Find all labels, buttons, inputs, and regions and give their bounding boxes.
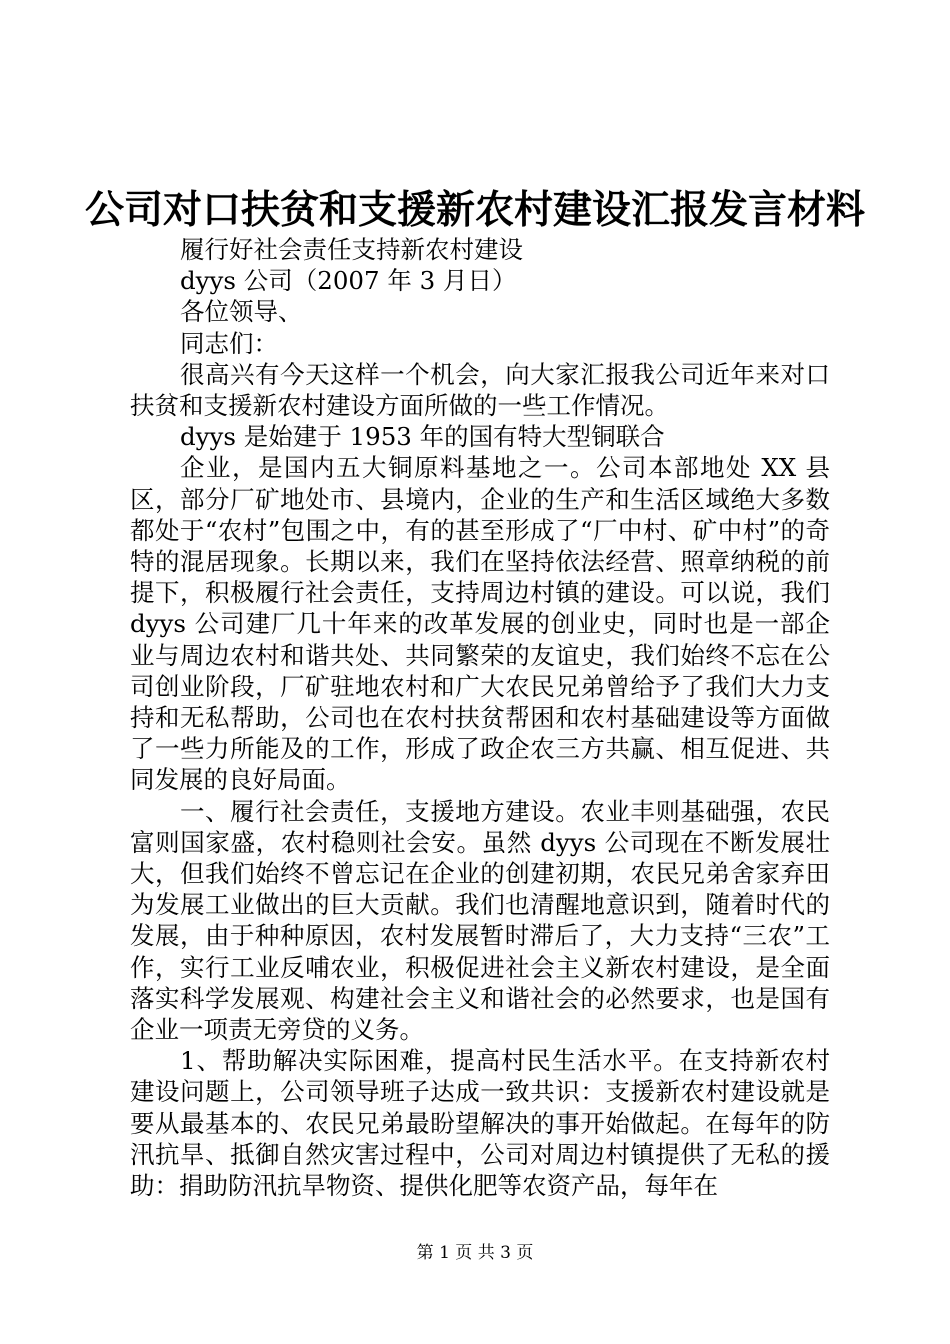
- document-body: [130, 234, 830, 1201]
- paragraph-item-one: 1、帮助解决实际困难，提高村民生活水平。在支持新农村建设问题上，公司领导班子达成一致共识：支援新农村建设就是要从最基本的、农民兄弟最盼望解决的事开始做起。在每年的防汛抗旱、抵御自然灾害过程中，公司对周边村镇提供了无私的援助：捐助防汛抗旱物资、提供化肥等农资产品，每年在: [130, 1046, 830, 1201]
- paragraph-company-detail: 企业，是国内五大铜原料基地之一。公司本部地处 XX 县区，部分厂矿地处市、县境内，企业的生产和生活区域绝大多数都处于“农村”包围之中，有的甚至形成了“厂中村、矿中村”的奇特的混居现象。长期以来，我们在坚持依法经营、照章纳税的前提下，积极履行社会责任，支持周边村镇的建设。可以说，我们 dyys 公司建厂几十年来的改革发展的创业史，同时也是一部企业与周边农村和谐共处、共同繁荣的友谊史，我们始终不忘在公司创业阶段，厂矿驻地农村和广大农民兄弟曾给予了我们大力支持和无私帮助，公司也在农村扶贫帮困和农村基础建设等方面做了一些力所能及的工作，形成了政企农三方共赢、相互促进、共同发展的良好局面。: [130, 453, 830, 795]
- document-title: 公司对口扶贫和支援新农村建设汇报发言材料: [84, 187, 865, 233]
- greeting-line-2: 同志们：: [180, 328, 278, 358]
- company-date-line: dyys 公司（2007 年 3 月日）: [180, 266, 517, 296]
- page-number-footer: 第 1 页 共 3 页: [416, 1243, 534, 1263]
- document-subtitle: 履行好社会责任支持新农村建设: [180, 235, 523, 264]
- paragraph-intro: 很高兴有今天这样一个机会，向大家汇报我公司近年来对口扶贫和支援新农村建设方面所做的一些工作情况。: [130, 359, 830, 421]
- paragraph-company-start: dyys 是始建于 1953 年的国有特大型铜联合: [180, 422, 665, 452]
- greeting-line-1: 各位领导、: [180, 297, 303, 327]
- paragraph-section-one: 一、履行社会责任，支援地方建设。农业丰则基础强，农民富则国家盛，农村稳则社会安。虽然 dyys 公司现在不断发展壮大，但我们始终不曾忘记在企业的创建初期，农民兄弟舍家弃田为发展工业做出的巨大贡献。我们也清醒地意识到，随着时代的发展，由于种种原因，农村发展暂时滞后了，大力支持“三农”工作，实行工业反哺农业，积极促进社会主义新农村建设，是全面落实科学发展观、构建社会主义和谐社会的必然要求，也是国有企业一项责无旁贷的义务。: [130, 796, 830, 1045]
